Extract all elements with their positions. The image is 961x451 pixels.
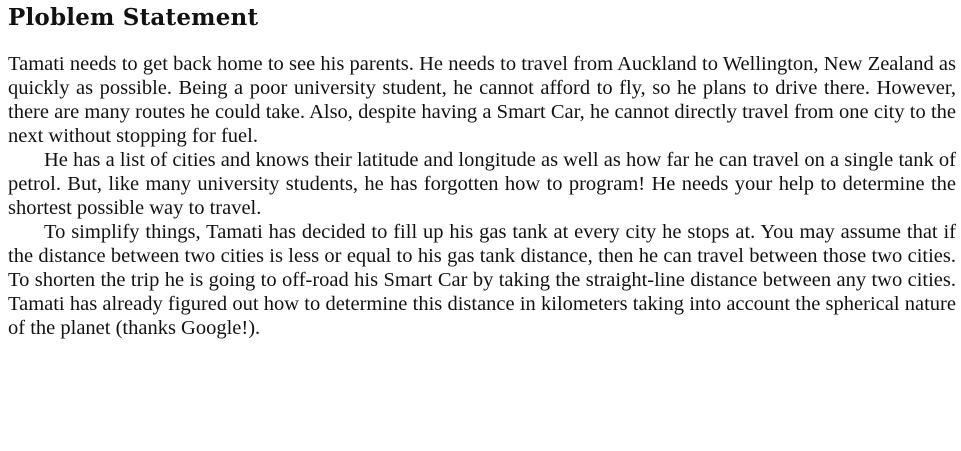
problem-body (8, 52, 956, 340)
section-heading: Ploblem Statement (8, 4, 259, 31)
document-page (8, 0, 956, 340)
paragraph-3: To simplify things, Tamati has decided to fill up his gas tank at every city he stops at. You may assume that if the distance between two cities is less or equal to his gas tank distance, then he can travel between those two cities. To shorten the trip he is going to off-road his Smart Car by taking the straight-line distance between any two cities. Tamati has already figured out how to determine this distance in kilometers taking into account the spherical nature of the planet (thanks Google!). (8, 221, 956, 339)
paragraph-1: Tamati needs to get back home to see his parents. He needs to travel from Auckland to Wellington, New Zealand as quickly as possible. Being a poor university student, he cannot afford to fly, so he plans to drive there. However, there are many routes he could take. Also, despite having a Smart Car, he cannot directly travel from one city to the next without stopping for fuel. (8, 53, 956, 147)
paragraph-2: He has a list of cities and knows their latitude and longitude as well as how far he can travel on a single tank of petrol. But, like many university students, he has forgotten how to program! He needs your help to determine the shortest possible way to travel. (8, 149, 956, 219)
